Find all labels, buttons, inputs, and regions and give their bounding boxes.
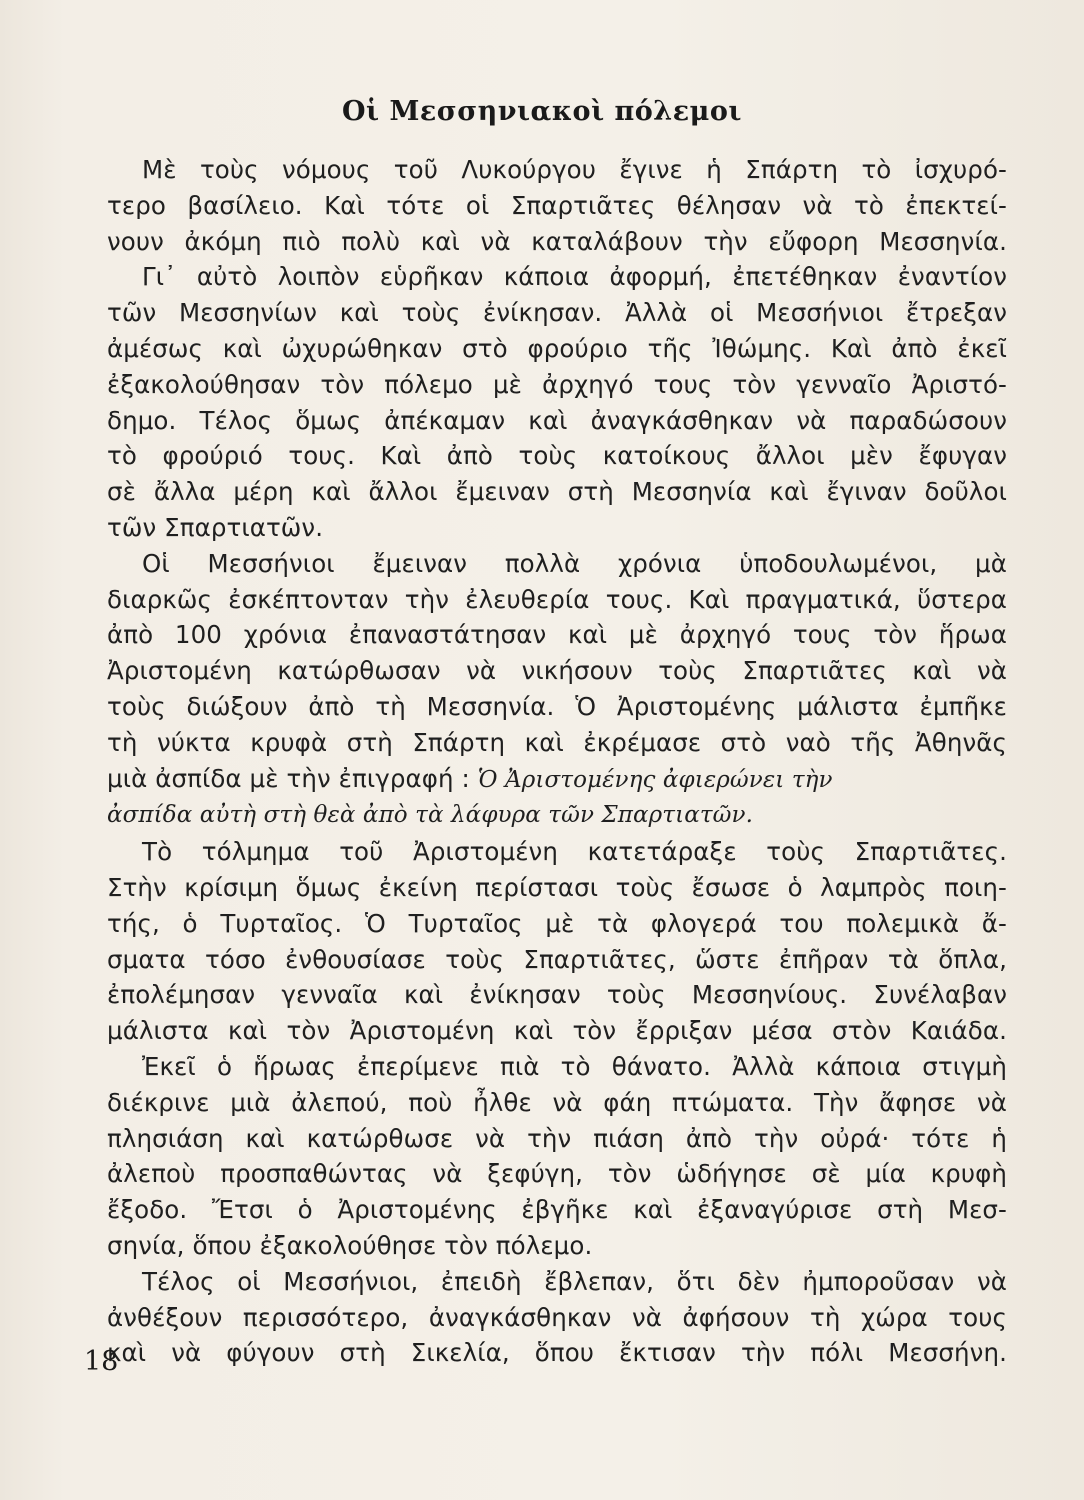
text-line bbox=[107, 761, 1007, 799]
text-line: ἐξακολούθησαν τὸν πόλεμο μὲ ἀρχηγό τους τὸν γενναῖο Ἀριστό- bbox=[107, 369, 1007, 399]
text-line: ἐπολέμησαν γενναῖα καὶ ἐνίκησαν τοὺς Μεσσηνίους. Συνέλαβαν bbox=[107, 980, 1007, 1010]
page-title: Οἱ Μεσσηνιακοὶ πόλεμοι bbox=[342, 96, 742, 127]
text-segment: μιὰ ἀσπίδα μὲ τὴν ἐπιγραφή : bbox=[107, 763, 470, 793]
text-line: σματα τόσο ἐνθουσίασε τοὺς Σπαρτιᾶτες, ὥστε ἐπῆραν τὰ ὅπλα, bbox=[107, 944, 1007, 974]
text-line: ἀνθέξουν περισσότερο, ἀναγκάσθηκαν νὰ ἀφήσουν τὴ χώρα τους bbox=[107, 1302, 1007, 1332]
text-line: νουν ἀκόμη πιὸ πολὺ καὶ νὰ καταλάβουν τὴν εὔφορη Μεσσηνία. bbox=[107, 226, 1007, 256]
paragraph-6 bbox=[107, 1264, 1007, 1371]
text-line: τής, ὁ Τυρταῖος. Ὁ Τυρταῖος μὲ τὰ φλογερά του πολεμικὰ ἄ- bbox=[107, 908, 1007, 938]
text-line: Ἐκεῖ ὁ ἥρωας ἐπερίμενε πιὰ τὸ θάνατο. Ἀλλὰ κάποια στιγμὴ bbox=[142, 1051, 1007, 1081]
paragraph-4 bbox=[107, 834, 1007, 1049]
paragraph-3 bbox=[107, 546, 1007, 834]
text-line: ἀμέσως καὶ ὠχυρώθηκαν στὸ φρούριο τῆς Ἰθώμης. Καὶ ἀπὸ ἐκεῖ bbox=[107, 333, 1007, 363]
text-line: Τὸ τόλμημα τοῦ Ἀριστομένη κατετάραξε τοὺς Σπαρτιᾶτες. bbox=[142, 837, 1007, 867]
text-line: ἀλεποὺ προσπαθώντας νὰ ξεφύγη, τὸν ὡδήγησε σὲ μία κρυφὴ bbox=[107, 1159, 1007, 1189]
text-line: σὲ ἄλλα μέρη καὶ ἄλλοι ἔμειναν στὴ Μεσσηνία καὶ ἔγιναν δοῦλοι bbox=[107, 477, 1007, 507]
page-number: 18 bbox=[84, 1346, 119, 1377]
body-text bbox=[107, 152, 1007, 1371]
inscription-text: ἀσπίδα αὐτὴ στὴ θεὰ ἀπὸ τὰ λάφυρα τῶν Σπαρτιατῶν. bbox=[107, 802, 754, 829]
text-line: τῶν Σπαρτιατῶν. bbox=[107, 512, 324, 542]
paragraph-5 bbox=[107, 1049, 1007, 1264]
text-line: Ἀριστομένη κατώρθωσαν νὰ νικήσουν τοὺς Σπαρτιᾶτες καὶ νὰ bbox=[107, 656, 1007, 686]
text-line: τὴ νύκτα κρυφὰ στὴ Σπάρτη καὶ ἐκρέμασε στὸ ναὸ τῆς Ἀθηνᾶς bbox=[107, 727, 1007, 757]
text-line: ἔξοδο. Ἔτσι ὁ Ἀριστομένης ἐβγῆκε καὶ ἐξαναγύρισε στὴ Μεσ- bbox=[107, 1195, 1007, 1225]
text-line: διαρκῶς ἐσκέπτονταν τὴν ἐλευθερία τους. Καὶ πραγματικά, ὕστερα bbox=[107, 584, 1007, 614]
text-line: μάλιστα καὶ τὸν Ἀριστομένη καὶ τὸν ἔρριξαν μέσα στὸν Καιάδα. bbox=[107, 1016, 1007, 1046]
text-line: δημο. Τέλος ὅμως ἀπέκαμαν καὶ ἀναγκάσθηκαν νὰ παραδώσουν bbox=[107, 405, 1007, 435]
text-line: σηνία, ὅπου ἐξακολούθησε τὸν πόλεμο. bbox=[107, 1230, 593, 1260]
text-line: Τέλος οἱ Μεσσήνιοι, ἐπειδὴ ἔβλεπαν, ὅτι δὲν ἠμποροῦσαν νὰ bbox=[142, 1266, 1007, 1296]
text-line: καὶ νὰ φύγουν στὴ Σικελία, ὅπου ἔκτισαν τὴν πόλι Μεσσήνη. bbox=[107, 1338, 1007, 1368]
text-line: Μὲ τοὺς νόμους τοῦ Λυκούργου ἔγινε ἡ Σπάρτη τὸ ἰσχυρό- bbox=[142, 155, 1007, 184]
text-line: Γι᾽ αὐτὸ λοιπὸν εὑρῆκαν κάποια ἀφορμή, ἐπετέθηκαν ἐναντίον bbox=[142, 262, 1007, 292]
paragraph-2 bbox=[107, 259, 1007, 545]
text-line: τοὺς διώξουν ἀπὸ τὴ Μεσσηνία. Ὁ Ἀριστομένης μάλιστα ἐμπῆκε bbox=[107, 691, 1007, 721]
text-line: ἀπὸ 100 χρόνια ἐπαναστάτησαν καὶ μὲ ἀρχηγό τους τὸν ἥρωα bbox=[107, 620, 1007, 650]
text-line: Στὴν κρίσιμη ὅμως ἐκείνη περίστασι τοὺς ἔσωσε ὁ λαμπρὸς ποιη- bbox=[107, 872, 1007, 902]
text-line: τερο βασίλειο. Καὶ τότε οἱ Σπαρτιᾶτες θέλησαν νὰ τὸ ἐπεκτεί- bbox=[107, 190, 1007, 220]
text-line: τῶν Μεσσηνίων καὶ τοὺς ἐνίκησαν. Ἀλλὰ οἱ Μεσσήνιοι ἔτρεξαν bbox=[107, 298, 1007, 328]
inscription-text: Ὁ Ἀριστομένης ἀφιερώνει τὴν bbox=[477, 766, 833, 793]
text-line: διέκρινε μιὰ ἀλεπού, ποὺ ἦλθε νὰ φάη πτώματα. Τὴν ἄφησε νὰ bbox=[107, 1087, 1007, 1117]
text-line: Οἱ Μεσσήνιοι ἔμειναν πολλὰ χρόνια ὑποδουλωμένοι, μὰ bbox=[142, 548, 1007, 578]
text-line: πλησιάση καὶ κατώρθωσε νὰ τὴν πιάση ἀπὸ τὴν οὐρά· τότε ἡ bbox=[107, 1123, 1007, 1153]
text-line: τὸ φρούριό τους. Καὶ ἀπὸ τοὺς κατοίκους ἄλλοι μὲν ἔφυγαν bbox=[107, 441, 1007, 471]
paragraph-1 bbox=[107, 152, 1007, 259]
